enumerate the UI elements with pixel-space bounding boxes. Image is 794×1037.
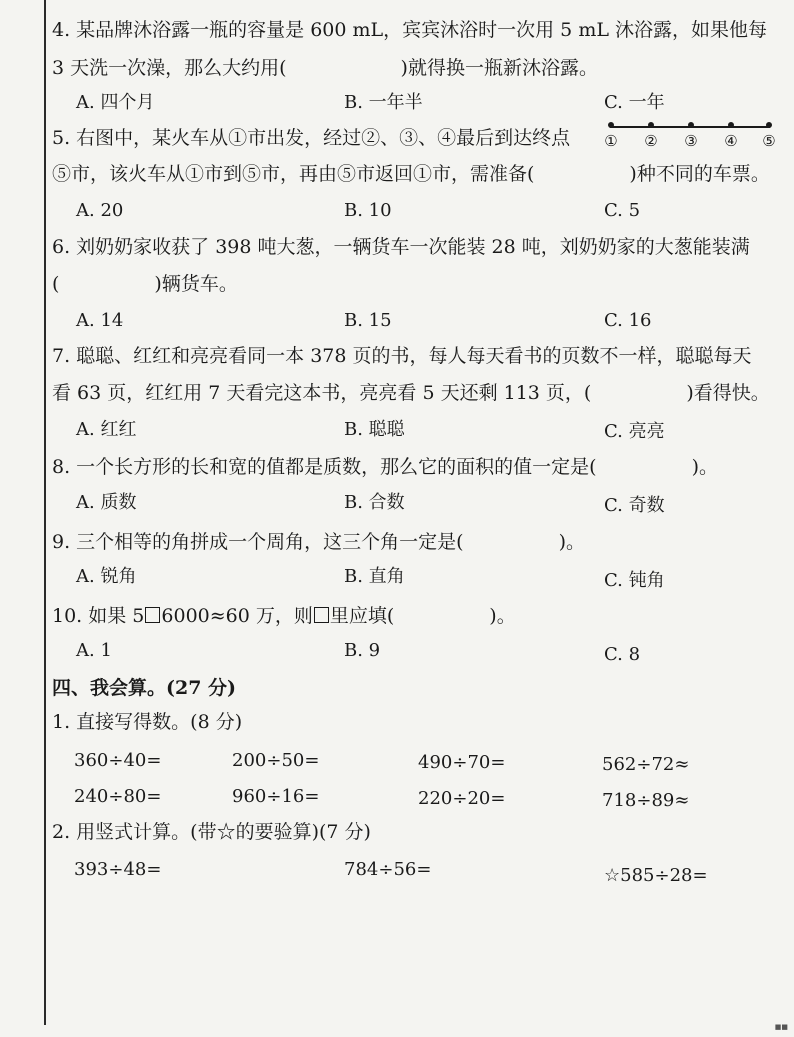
calc-1-3: 490÷70= [418, 752, 506, 773]
q8-option-a[interactable]: A. 质数 [76, 492, 137, 513]
q6-option-b[interactable]: B. 15 [344, 310, 392, 331]
route-dot-2 [648, 122, 654, 128]
corner-stamp-icon: ■■ [774, 1023, 788, 1031]
q4-line1: 4. 某品牌沐浴露一瓶的容量是 600 mL，宾宾沐浴时一次用 5 mL 沐浴露，如果他每 [52, 19, 767, 41]
q7-option-c[interactable]: C. 亮亮 [604, 421, 665, 442]
route-label-1: ① [604, 132, 618, 150]
route-label-5: ⑤ [762, 132, 776, 150]
page-left-border [44, 0, 46, 1025]
route-number-line [600, 118, 780, 154]
q10-suffix2: 里应填( )。 [329, 605, 516, 627]
calc-1-4: 562÷72≈ [602, 754, 690, 775]
q8-option-c[interactable]: C. 奇数 [604, 495, 665, 516]
route-label-3: ③ [684, 132, 698, 150]
q10-option-b[interactable]: B. 9 [344, 640, 381, 661]
vertical-calc-2: 784÷56= [344, 859, 432, 880]
blank-box-icon [145, 607, 160, 623]
q9-option-c[interactable]: C. 钝角 [604, 570, 665, 591]
q8-option-b[interactable]: B. 合数 [344, 492, 405, 513]
q5-option-c[interactable]: C. 5 [604, 200, 641, 221]
blank-box-icon-2 [314, 607, 329, 623]
q10-suffix: 6000≈60 万，则 [161, 605, 313, 627]
route-dot-3 [688, 122, 694, 128]
q10-option-a[interactable]: A. 1 [76, 640, 112, 661]
q5-option-b[interactable]: B. 10 [344, 200, 392, 221]
calc-2-3: 220÷20= [418, 788, 506, 809]
q7-line1: 7. 聪聪、红红和亮亮看同一本 378 页的书，每人每天看书的页数不一样，聪聪每天 [52, 345, 752, 367]
calc-2-2: 960÷16= [232, 786, 320, 807]
section4-part2-title: 2. 用竖式计算。(带☆的要验算)(7 分) [52, 821, 371, 843]
q10-prefix: 10. 如果 5 [52, 605, 145, 627]
q4-option-c[interactable]: C. 一年 [604, 92, 665, 113]
q4-option-a[interactable]: A. 四个月 [76, 92, 155, 113]
q6-option-a[interactable]: A. 14 [76, 310, 124, 331]
calc-2-4: 718÷89≈ [602, 790, 690, 811]
q5-line1: 5. 右图中，某火车从①市出发，经过②、③、④最后到达终点 [52, 127, 571, 149]
vertical-calc-3: ☆585÷28= [604, 865, 708, 886]
q7-option-a[interactable]: A. 红红 [76, 419, 137, 440]
q7-option-b[interactable]: B. 聪聪 [344, 419, 405, 440]
q10-line1 [52, 604, 516, 628]
route-label-4: ④ [724, 132, 738, 150]
q9-line1: 9. 三个相等的角拼成一个周角，这三个角一定是( )。 [52, 531, 585, 553]
section4-title: 四、我会算。(27 分) [52, 677, 237, 699]
q4-option-b[interactable]: B. 一年半 [344, 92, 423, 113]
calc-1-1: 360÷40= [74, 750, 162, 771]
route-dot-1 [608, 122, 614, 128]
q6-option-c[interactable]: C. 16 [604, 310, 652, 331]
route-dot-5 [766, 122, 772, 128]
q6-line1: 6. 刘奶奶家收获了 398 吨大葱，一辆货车一次能装 28 吨，刘奶奶家的大葱能装满 [52, 236, 750, 258]
q8-line1: 8. 一个长方形的长和宽的值都是质数，那么它的面积的值一定是( )。 [52, 456, 718, 478]
q4-line2: 3 天洗一次澡，那么大约用( )就得换一瓶新沐浴露。 [52, 57, 598, 79]
route-dot-4 [728, 122, 734, 128]
q5-line2: ⑤市，该火车从①市到⑤市，再由⑤市返回①市，需准备( )种不同的车票。 [52, 163, 770, 185]
q5-option-a[interactable]: A. 20 [76, 200, 124, 221]
q7-line2: 看 63 页，红红用 7 天看完这本书，亮亮看 5 天还剩 113 页，( )看得快。 [52, 382, 770, 404]
q10-option-c[interactable]: C. 8 [604, 644, 641, 665]
q9-option-b[interactable]: B. 直角 [344, 566, 405, 587]
calc-2-1: 240÷80= [74, 786, 162, 807]
q6-line2: ( )辆货车。 [52, 273, 238, 295]
calc-1-2: 200÷50= [232, 750, 320, 771]
route-label-2: ② [644, 132, 658, 150]
vertical-calc-1: 393÷48= [74, 859, 162, 880]
q9-option-a[interactable]: A. 锐角 [76, 566, 137, 587]
section4-part1-title: 1. 直接写得数。(8 分) [52, 711, 243, 733]
